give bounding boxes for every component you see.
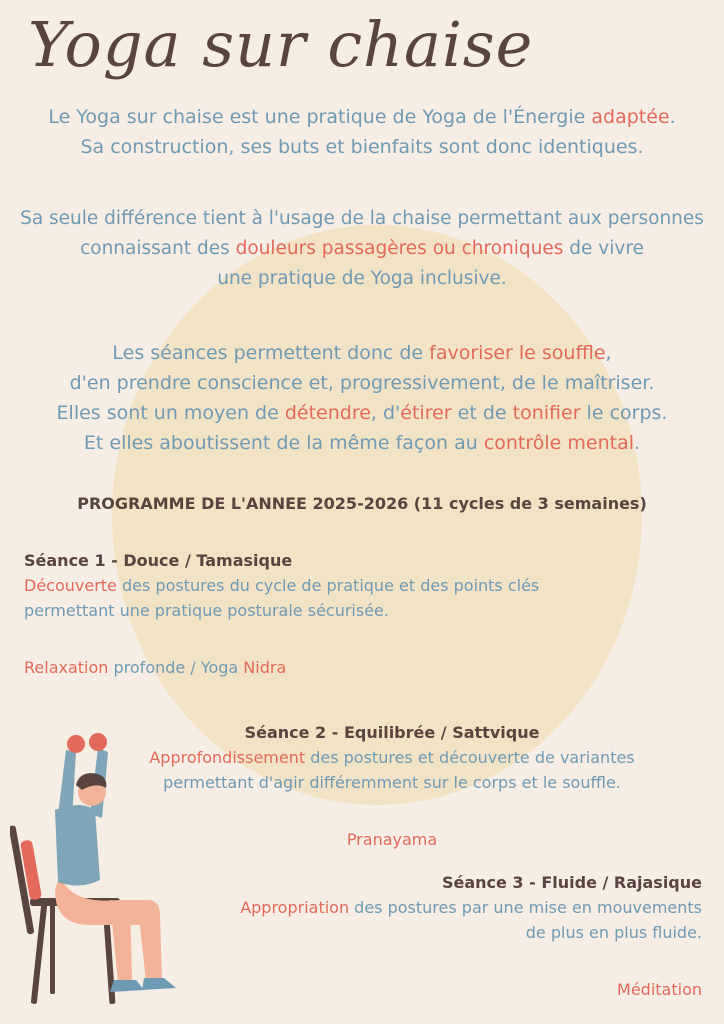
seance-3: Séance 3 - Fluide / Rajasique Appropriation des postures par une mise en mouvements de plus en plus fluide. Méditation <box>240 870 702 1002</box>
page-title: Yoga sur chaise <box>28 8 534 81</box>
seance-2: Séance 2 - Equilibrée / Sattvique Approfondissement des postures et découverte de variantes permettant d'agir différemment sur le corps et le souffle. Pranayama <box>0 720 724 852</box>
chair-yoga-illustration-icon <box>10 730 210 1020</box>
seance-2-title: Séance 2 - Equilibrée / Sattvique <box>244 723 540 742</box>
seance-3-title: Séance 3 - Fluide / Rajasique <box>441 873 702 892</box>
difference-paragraph: Sa seule différence tient à l'usage de la chaise permettant aux personnes connaissant des douleurs passagères ou chroniques de vivre une pratique de Yoga inclusive. <box>20 208 704 289</box>
seance-1: Séance 1 - Douce / Tamasique Découverte des postures du cycle de pratique et des points clés permettant une pratique posturale sécurisée. Relaxation profonde / Yoga Nidra <box>24 548 539 680</box>
background-circle <box>112 225 642 805</box>
seance-1-title: Séance 1 - Douce / Tamasique <box>24 551 293 570</box>
seances-paragraph: Les séances permettent donc de favoriser le souffle, d'en prendre conscience et, progressivement, de le maîtriser. Elles sont un moyen de détendre, d'étirer et de tonifier le corps. Et elles aboutissent de la même façon au contrôle mental. <box>56 342 668 454</box>
programme-heading: PROGRAMME DE L'ANNEE 2025-2026 (11 cycles de 3 semaines) <box>77 494 647 513</box>
intro-paragraph: Le Yoga sur chaise est une pratique de Yoga de l'Énergie adaptée. Sa construction, ses buts et bienfaits sont donc identiques. <box>48 106 676 158</box>
